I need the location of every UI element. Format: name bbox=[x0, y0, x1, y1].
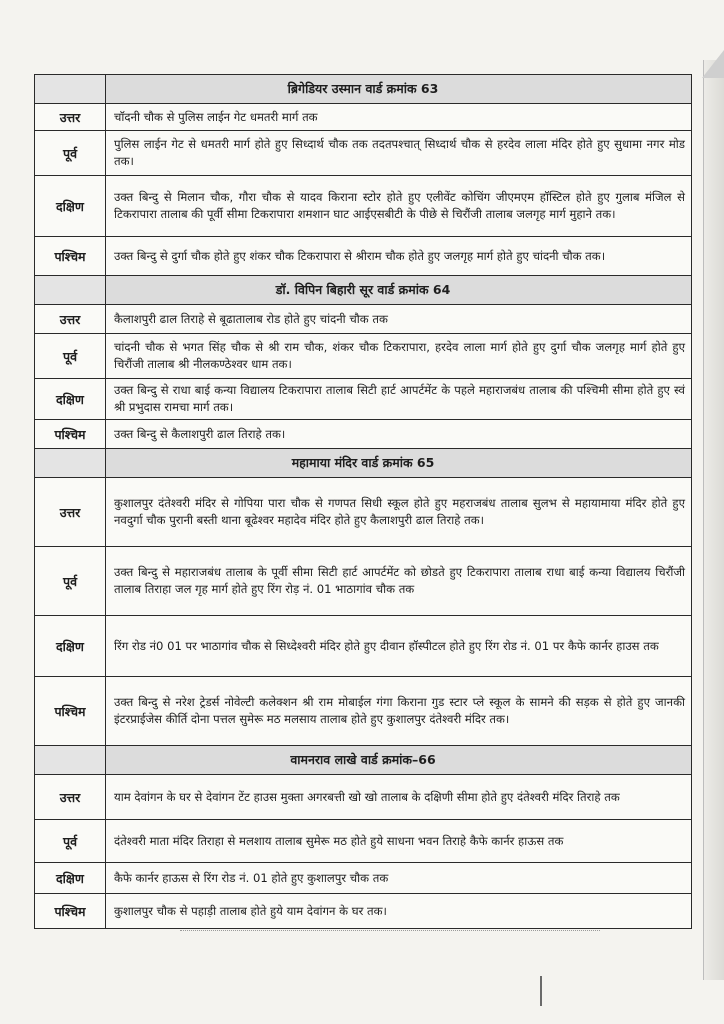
direction-label: पूर्व bbox=[35, 334, 106, 378]
boundary-description: उक्त बिन्दु से दुर्गा चौक होते हुए शंकर चौक टिकरापारा से श्रीराम चौक होते हुए जलगृह मार्ग होते हुए चांदनी चौक तक। bbox=[114, 248, 606, 263]
table-row bbox=[35, 237, 691, 276]
boundary-description: कुशालपुर चौक से पहाड़ी तालाब होते हुये याम देवांगन के घर तक। bbox=[114, 903, 387, 918]
ward-title-text: ब्रिगेडियर उस्मान वार्ड क्रमांक 63 bbox=[287, 81, 439, 96]
scan-artifact bbox=[540, 976, 542, 1006]
table-row bbox=[35, 677, 691, 746]
table-row bbox=[35, 305, 691, 334]
direction-label: उत्तर bbox=[35, 478, 106, 546]
boundary-description: याम देवांगन के घर से देवांगन टेंट हाउस मुक्ता अगरबत्ती खो खो तालाब के दक्षिणी सीमा होते हुए दंतेश्वरी मंदिर तिराहे तक bbox=[114, 789, 620, 804]
boundary-description: चांदनी चौक से भगत सिंह चौक से श्री राम चौक, शंकर चौक टिकरापारा, हरदेव लाला मार्ग होते हुए दुर्गा चौक जलगृह मार्ग होते हुए चिरौंजी तालाब श्री नीलकण्ठेश्वर धाम तक। bbox=[114, 340, 685, 371]
ward-title bbox=[35, 276, 691, 305]
boundary-description: उक्त बिन्दु से कैलाशपुरी ढाल तिराहे तक। bbox=[114, 426, 286, 441]
table-row bbox=[35, 775, 691, 820]
ward-boundary-table bbox=[34, 74, 692, 929]
boundary-description: दंतेश्वरी माता मंदिर तिराहा से मलशाय तालाब सुमेरू मठ होते हुये साधना भवन तिराहे कैफे कार्नर हाऊस तक bbox=[114, 833, 564, 848]
table-row bbox=[35, 334, 691, 379]
boundary-description: कैफे कार्नर हाऊस से रिंग रोड नं. 01 होते हुए कुशालपुर चौक तक bbox=[114, 870, 389, 885]
boundary-description: कैलाशपुरी ढाल तिराहे से बूढातालाब रोड होते हुए चांदनी चौक तक bbox=[114, 311, 388, 326]
table-row bbox=[35, 863, 691, 894]
direction-label: पूर्व bbox=[35, 131, 106, 175]
ward-title bbox=[35, 75, 691, 104]
page-edge bbox=[703, 60, 724, 980]
direction-label: दक्षिण bbox=[35, 616, 106, 676]
ward-title-text: डॉ. विपिन बिहारी सूर वार्ड क्रमांक 64 bbox=[275, 282, 451, 297]
ward-title-text: वामनराव लाखे वार्ड क्रमांक–66 bbox=[290, 752, 436, 767]
boundary-description: उक्त बिन्दु से महाराजबंध तालाब के पूर्वी सीमा सिटी हार्ट आपर्टमेंट को छोडते हुए टिकरापारा तालाब राधा बाई कन्या विद्यालय चिरौंजी तालाब तिराहा जल गृह मार्ग होते हुए रिंग रोड़ नं. 01 भाठागांव चौक तक bbox=[114, 565, 685, 596]
direction-label: उत्तर bbox=[35, 775, 106, 819]
direction-label: पश्चिम bbox=[35, 237, 106, 275]
ward-title bbox=[35, 449, 691, 478]
table-row bbox=[35, 894, 691, 928]
table-row bbox=[35, 176, 691, 237]
boundary-description: पुलिस लाईन गेट से धमतरी मार्ग होते हुए सिध्दार्थ चौक तक तदतपश्चात् सिध्दार्थ चौक से हरदेव लाला मंदिर होते हुए सुधामा नगर मोड तक। bbox=[114, 137, 686, 168]
table-row bbox=[35, 131, 691, 176]
ward-title-text: महामाया मंदिर वार्ड क्रमांक 65 bbox=[291, 455, 435, 470]
direction-label: उत्तर bbox=[35, 104, 106, 130]
direction-label: पूर्व bbox=[35, 547, 106, 615]
direction-label: दक्षिण bbox=[35, 863, 106, 893]
table-row bbox=[35, 616, 691, 677]
table-row bbox=[35, 379, 691, 420]
boundary-description: उक्त बिन्दु से राधा बाई कन्या विद्यालय टिकरापारा तालाब सिटी हार्ट आपर्टमेंट के पहले महाराजबंध तालाब की पश्चिमी सीमा होते हुए स्वं श्री प्रभुदास रामचा मार्ग तक। bbox=[114, 383, 685, 414]
boundary-description: कुशालपुर दंतेश्वरी मंदिर से गोपिया पारा चौक से गणपत सिधी स्कूल होते हुए महराजबंध तालाब सुलभ से महायामाया मंदिर होते हुए नवदुर्गा चौक पुरानी बस्ती थाना बूढेश्वर महादेव मंदिर होते हुए कैलाशपुरी ढाल तिराहे तक। bbox=[114, 496, 685, 527]
direction-label: दक्षिण bbox=[35, 176, 106, 236]
table-row bbox=[35, 420, 691, 449]
boundary-description: रिंग रोड नं0 01 पर भाठागांव चौक से सिध्देश्वरी मंदिर होते हुए दीवान हॉस्पीटल होते हुए रिंग रोड नं. 01 पर कैफे कार्नर हाउस तक bbox=[114, 638, 659, 653]
table-row bbox=[35, 820, 691, 863]
page-fold bbox=[702, 50, 724, 78]
direction-label: पूर्व bbox=[35, 820, 106, 862]
ward-title bbox=[35, 746, 691, 775]
direction-label: उत्तर bbox=[35, 305, 106, 333]
direction-label: पश्चिम bbox=[35, 420, 106, 448]
table-row bbox=[35, 478, 691, 547]
table-row bbox=[35, 547, 691, 616]
table-row bbox=[35, 104, 691, 131]
boundary-description: चॉदनी चौक से पुलिस लाईन गेट धमतरी मार्ग तक bbox=[114, 109, 318, 124]
boundary-description: उक्त बिन्दु से मिलान चौक, गौरा चौक से यादव किराना स्टोर होते हुए एलीवेंट कोचिंग जीएमएम हॉस्टिल होते हुए गुलाब मंजिल से टिकरापारा तालाब की पूर्वी सीमा टिकरापारा शमशान घाट आईएसबीटी के पीछे से चिरौंजी तालाब जलगृह मार्ग मुहाने तक। bbox=[114, 190, 685, 221]
direction-label: पश्चिम bbox=[35, 894, 106, 928]
scan-artifact bbox=[180, 930, 600, 943]
boundary-description: उक्त बिन्दु से नरेश ट्रेडर्स नोवेल्टी कलेक्शन श्री राम मोबाईल गंगा किराना गुड स्टार प्ले स्कूल के सामने की सड़क से होते हुए जानकी इंटरप्राईजेस कीर्ति दोना पत्तल सुमेरू मठ मलसाय तालाब होते हुए कुशालपुर दंतेश्वरी मंदिर तक। bbox=[114, 695, 685, 726]
direction-label: दक्षिण bbox=[35, 379, 106, 419]
direction-label: पश्चिम bbox=[35, 677, 106, 745]
